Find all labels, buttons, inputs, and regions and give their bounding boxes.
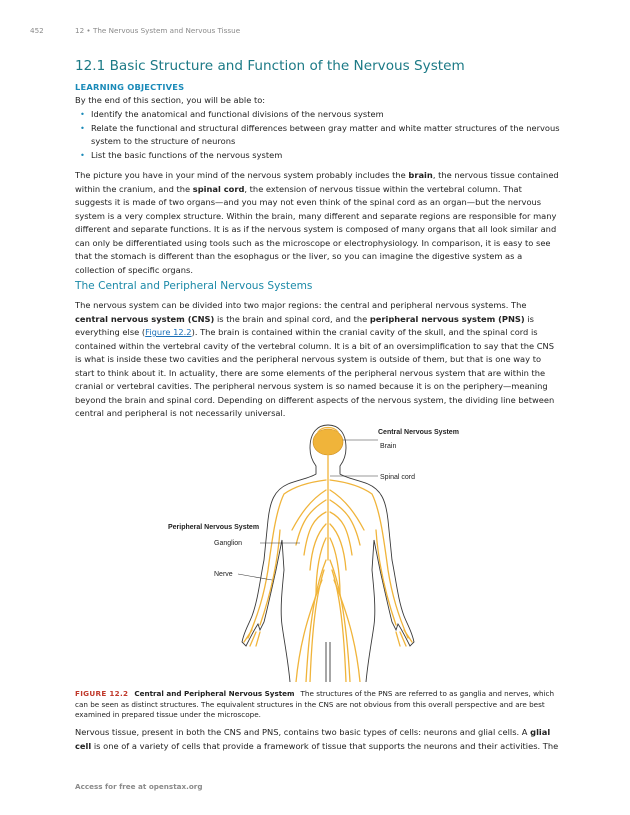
label-spinal-cord: Spinal cord xyxy=(380,474,416,481)
text-run: Nervous tissue, present in both the CNS and PNS, contains two basic types of cells: neurons and glial cells. A xyxy=(75,727,531,737)
caption-text: The structures of the PNS are referred to as ganglia and nerves, which can be seen as distinct structures. The equivalent structures in the CNS are not obvious from this overall perspective and are best examined in prepared tissue under the microscope. xyxy=(75,689,555,719)
list-item: • Relate the functional and structural differences between gray matter and white matter structures of the nervous system to the structure of neurons xyxy=(75,122,560,149)
text-run: is one of a variety of cells that provide a framework of tissue that supports the neurons and their activities. The xyxy=(91,740,559,751)
text-run: The nervous system can be divided into two major regions: the central and peripheral nervous systems. The xyxy=(75,300,527,310)
text-run: is everything else ( xyxy=(75,313,534,337)
nervous-system-illustration xyxy=(160,420,490,682)
subsection-title: The Central and Peripheral Nervous Systems xyxy=(75,280,313,292)
text-run: is the brain and spinal cord, and the xyxy=(214,313,370,324)
learning-objectives-label: LEARNING OBJECTIVES xyxy=(75,82,185,92)
label-cns: Central Nervous System xyxy=(378,429,459,436)
leader-lines xyxy=(238,440,378,580)
text-run: The picture you have in your mind of the nervous system probably includes the xyxy=(75,170,409,180)
label-ganglion: Ganglion xyxy=(214,540,243,547)
page-number: 452 xyxy=(30,26,44,35)
term-cns: central nervous system (CNS) xyxy=(75,313,215,324)
chapter-title: 12 • The Nervous System and Nervous Tissue xyxy=(75,26,241,35)
brain-shape xyxy=(313,429,343,455)
figure-nervous-system xyxy=(160,420,490,682)
text-run: , the nervous tissue contained within the cranium, and the xyxy=(75,170,559,194)
paragraph-nervous-tissue xyxy=(75,726,560,753)
term-glial-cell: glial cell xyxy=(75,727,551,751)
label-pns: Peripheral Nervous System xyxy=(168,524,260,531)
list-item: • List the basic functions of the nervous system xyxy=(75,149,560,163)
paragraph-intro xyxy=(75,169,560,277)
figure-caption xyxy=(75,689,560,721)
footer: Access for free at openstax.org xyxy=(75,782,203,791)
term-spinal-cord: spinal cord xyxy=(192,183,245,194)
figure-title: Central and Peripheral Nervous System xyxy=(134,689,295,698)
paragraph-cns-pns xyxy=(75,299,560,421)
label-nerve: Nerve xyxy=(214,571,233,578)
section-title: 12.1 Basic Structure and Function of the Nervous System xyxy=(75,58,465,74)
text-run: ). The brain is contained within the cranial cavity of the skull, and the spinal cord is contained within the vertebral cavity of the vertebral column. It is a bit of an oversimplification to say that the CNS is what is inside these two cavities and the peripheral nervous system is outside of them, but that is one way to start to think about it. In actuality, there are some elements of the peripheral nervous system that are within the cranial or vertebral cavities. The peripheral nervous system is so named because it is on the periphery—meaning beyond the brain and spinal cord. Depending on different aspects of the nervous system, the dividing line between central and peripheral is not necessarily universal. xyxy=(75,327,555,418)
learning-objectives-intro: By the end of this section, you will be able to: xyxy=(75,95,266,105)
label-brain: Brain xyxy=(380,443,397,450)
figure-link[interactable]: Figure 12.2 xyxy=(145,327,192,337)
learning-objectives-list xyxy=(75,108,560,162)
term-pns: peripheral nervous system (PNS) xyxy=(369,313,525,324)
list-item: • Identify the anatomical and functional divisions of the nervous system xyxy=(75,108,560,122)
figure-number: FIGURE 12.2 xyxy=(75,689,129,698)
term-brain: brain xyxy=(408,170,433,180)
text-run: , the extension of nervous tissue within the vertebral column. That suggests it is made of two organs—and you may not even think of the spinal cord as an organ—but the nervous system is a very complex structure. Within the brain, many different and separate regions are responsible for many different and separate functions. It is as if the nervous system is composed of many organs that all look similar and can only be differentiated using tools such as the microscope or electrophysiology. In comparison, it is easy to see that the stomach is different than the esophagus or the liver, so you can imagine the digestive system as a collection of specific organs. xyxy=(75,183,557,275)
nerve-network xyxy=(244,428,412,683)
